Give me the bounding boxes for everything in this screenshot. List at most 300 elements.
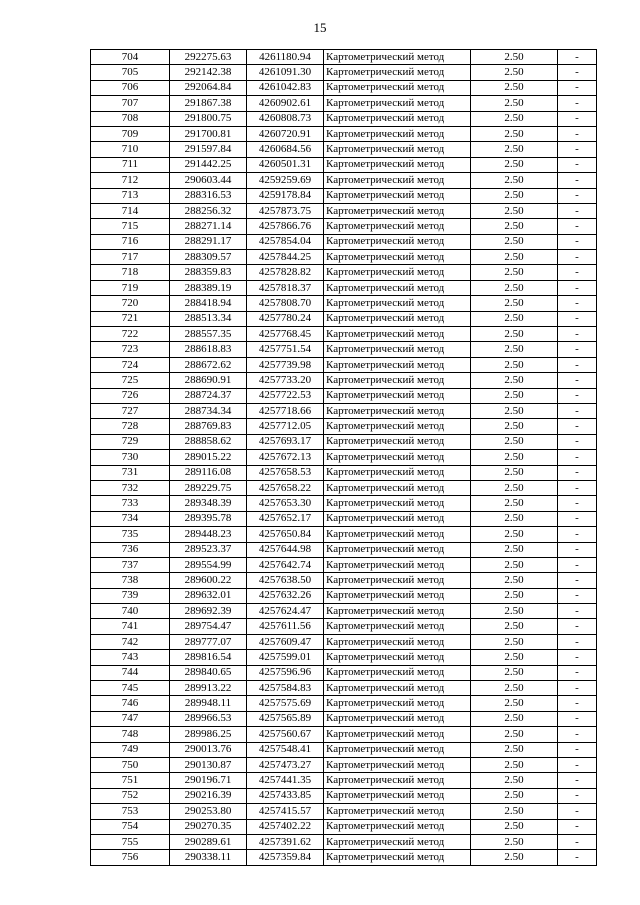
table-row — [91, 434, 597, 449]
note-cell: - — [558, 511, 597, 526]
point-number-cell: 710 — [91, 142, 170, 157]
x-coordinate-cell: 289692.39 — [170, 604, 247, 619]
method-cell: Картометрический метод — [324, 604, 471, 619]
note-cell: - — [558, 342, 597, 357]
accuracy-cell: 2.50 — [471, 850, 558, 865]
y-coordinate-cell: 4257596.96 — [247, 665, 324, 680]
y-coordinate-cell: 4257658.53 — [247, 465, 324, 480]
accuracy-cell: 2.50 — [471, 496, 558, 511]
accuracy-cell: 2.50 — [471, 819, 558, 834]
y-coordinate-cell: 4261091.30 — [247, 65, 324, 80]
point-number-cell: 755 — [91, 834, 170, 849]
method-cell: Картометрический метод — [324, 527, 471, 542]
point-number-cell: 725 — [91, 373, 170, 388]
x-coordinate-cell: 289229.75 — [170, 480, 247, 495]
table-row — [91, 527, 597, 542]
note-cell: - — [558, 757, 597, 772]
note-cell: - — [558, 850, 597, 865]
y-coordinate-cell: 4257402.22 — [247, 819, 324, 834]
y-coordinate-cell: 4257560.67 — [247, 727, 324, 742]
y-coordinate-cell: 4257844.25 — [247, 250, 324, 265]
point-number-cell: 742 — [91, 634, 170, 649]
accuracy-cell: 2.50 — [471, 634, 558, 649]
note-cell: - — [558, 157, 597, 172]
note-cell: - — [558, 111, 597, 126]
x-coordinate-cell: 288672.62 — [170, 357, 247, 372]
point-number-cell: 730 — [91, 450, 170, 465]
point-number-cell: 711 — [91, 157, 170, 172]
note-cell: - — [558, 557, 597, 572]
note-cell: - — [558, 280, 597, 295]
method-cell: Картометрический метод — [324, 665, 471, 680]
point-number-cell: 705 — [91, 65, 170, 80]
table-row — [91, 157, 597, 172]
accuracy-cell: 2.50 — [471, 480, 558, 495]
point-number-cell: 735 — [91, 527, 170, 542]
table-row — [91, 296, 597, 311]
accuracy-cell: 2.50 — [471, 50, 558, 65]
note-cell: - — [558, 665, 597, 680]
table-row — [91, 634, 597, 649]
note-cell: - — [558, 219, 597, 234]
y-coordinate-cell: 4257359.84 — [247, 850, 324, 865]
x-coordinate-cell: 288690.91 — [170, 373, 247, 388]
x-coordinate-cell: 292142.38 — [170, 65, 247, 80]
note-cell: - — [558, 327, 597, 342]
accuracy-cell: 2.50 — [471, 311, 558, 326]
x-coordinate-cell: 289348.39 — [170, 496, 247, 511]
accuracy-cell: 2.50 — [471, 650, 558, 665]
y-coordinate-cell: 4257722.53 — [247, 388, 324, 403]
note-cell: - — [558, 480, 597, 495]
accuracy-cell: 2.50 — [471, 527, 558, 542]
method-cell: Картометрический метод — [324, 173, 471, 188]
accuracy-cell: 2.50 — [471, 465, 558, 480]
accuracy-cell: 2.50 — [471, 280, 558, 295]
y-coordinate-cell: 4257653.30 — [247, 496, 324, 511]
y-coordinate-cell: 4257584.83 — [247, 681, 324, 696]
accuracy-cell: 2.50 — [471, 173, 558, 188]
table-row — [91, 557, 597, 572]
table-row — [91, 265, 597, 280]
table-row — [91, 280, 597, 295]
note-cell: - — [558, 126, 597, 141]
method-cell: Картометрический метод — [324, 311, 471, 326]
table-row — [91, 480, 597, 495]
point-number-cell: 731 — [91, 465, 170, 480]
x-coordinate-cell: 290013.76 — [170, 742, 247, 757]
accuracy-cell: 2.50 — [471, 573, 558, 588]
table-row — [91, 511, 597, 526]
x-coordinate-cell: 289632.01 — [170, 588, 247, 603]
method-cell: Картометрический метод — [324, 373, 471, 388]
note-cell: - — [558, 773, 597, 788]
note-cell: - — [558, 403, 597, 418]
accuracy-cell: 2.50 — [471, 788, 558, 803]
accuracy-cell: 2.50 — [471, 265, 558, 280]
accuracy-cell: 2.50 — [471, 111, 558, 126]
note-cell: - — [558, 834, 597, 849]
y-coordinate-cell: 4260501.31 — [247, 157, 324, 172]
method-cell: Картометрический метод — [324, 465, 471, 480]
table-row — [91, 727, 597, 742]
point-number-cell: 750 — [91, 757, 170, 772]
y-coordinate-cell: 4260720.91 — [247, 126, 324, 141]
point-number-cell: 723 — [91, 342, 170, 357]
method-cell: Картометрический метод — [324, 542, 471, 557]
point-number-cell: 719 — [91, 280, 170, 295]
table-row — [91, 757, 597, 772]
point-number-cell: 743 — [91, 650, 170, 665]
y-coordinate-cell: 4260808.73 — [247, 111, 324, 126]
table-row — [91, 65, 597, 80]
method-cell: Картометрический метод — [324, 788, 471, 803]
point-number-cell: 756 — [91, 850, 170, 865]
point-number-cell: 734 — [91, 511, 170, 526]
method-cell: Картометрический метод — [324, 434, 471, 449]
y-coordinate-cell: 4257818.37 — [247, 280, 324, 295]
table-row — [91, 588, 597, 603]
y-coordinate-cell: 4257391.62 — [247, 834, 324, 849]
accuracy-cell: 2.50 — [471, 234, 558, 249]
point-number-cell: 714 — [91, 203, 170, 218]
y-coordinate-cell: 4257548.41 — [247, 742, 324, 757]
x-coordinate-cell: 290130.87 — [170, 757, 247, 772]
method-cell: Картометрический метод — [324, 588, 471, 603]
y-coordinate-cell: 4257718.66 — [247, 403, 324, 418]
accuracy-cell: 2.50 — [471, 727, 558, 742]
point-number-cell: 752 — [91, 788, 170, 803]
note-cell: - — [558, 142, 597, 157]
table-row — [91, 342, 597, 357]
accuracy-cell: 2.50 — [471, 757, 558, 772]
table-row — [91, 219, 597, 234]
point-number-cell: 733 — [91, 496, 170, 511]
note-cell: - — [558, 727, 597, 742]
x-coordinate-cell: 291442.25 — [170, 157, 247, 172]
accuracy-cell: 2.50 — [471, 342, 558, 357]
method-cell: Картометрический метод — [324, 203, 471, 218]
point-number-cell: 754 — [91, 819, 170, 834]
accuracy-cell: 2.50 — [471, 373, 558, 388]
note-cell: - — [558, 80, 597, 95]
method-cell: Картометрический метод — [324, 80, 471, 95]
x-coordinate-cell: 288858.62 — [170, 434, 247, 449]
point-number-cell: 706 — [91, 80, 170, 95]
coordinates-table — [90, 49, 597, 866]
table-row — [91, 188, 597, 203]
method-cell: Картометрический метод — [324, 219, 471, 234]
x-coordinate-cell: 289966.53 — [170, 711, 247, 726]
x-coordinate-cell: 288734.34 — [170, 403, 247, 418]
point-number-cell: 715 — [91, 219, 170, 234]
note-cell: - — [558, 173, 597, 188]
point-number-cell: 718 — [91, 265, 170, 280]
x-coordinate-cell: 290216.39 — [170, 788, 247, 803]
x-coordinate-cell: 288724.37 — [170, 388, 247, 403]
table-row — [91, 250, 597, 265]
table-row — [91, 496, 597, 511]
table-row — [91, 465, 597, 480]
method-cell: Картометрический метод — [324, 188, 471, 203]
y-coordinate-cell: 4257693.17 — [247, 434, 324, 449]
accuracy-cell: 2.50 — [471, 157, 558, 172]
note-cell: - — [558, 650, 597, 665]
accuracy-cell: 2.50 — [471, 327, 558, 342]
x-coordinate-cell: 291597.84 — [170, 142, 247, 157]
point-number-cell: 717 — [91, 250, 170, 265]
y-coordinate-cell: 4257415.57 — [247, 804, 324, 819]
table-row — [91, 850, 597, 865]
x-coordinate-cell: 289523.37 — [170, 542, 247, 557]
table-row — [91, 573, 597, 588]
point-number-cell: 751 — [91, 773, 170, 788]
y-coordinate-cell: 4257866.76 — [247, 219, 324, 234]
y-coordinate-cell: 4259259.69 — [247, 173, 324, 188]
y-coordinate-cell: 4257854.04 — [247, 234, 324, 249]
accuracy-cell: 2.50 — [471, 834, 558, 849]
point-number-cell: 753 — [91, 804, 170, 819]
point-number-cell: 740 — [91, 604, 170, 619]
point-number-cell: 745 — [91, 681, 170, 696]
table-row — [91, 804, 597, 819]
y-coordinate-cell: 4257751.54 — [247, 342, 324, 357]
x-coordinate-cell: 288309.57 — [170, 250, 247, 265]
y-coordinate-cell: 4257672.13 — [247, 450, 324, 465]
method-cell: Картометрический метод — [324, 496, 471, 511]
table-row — [91, 80, 597, 95]
x-coordinate-cell: 289600.22 — [170, 573, 247, 588]
point-number-cell: 722 — [91, 327, 170, 342]
x-coordinate-cell: 291800.75 — [170, 111, 247, 126]
table-row — [91, 96, 597, 111]
note-cell: - — [558, 634, 597, 649]
x-coordinate-cell: 289554.99 — [170, 557, 247, 572]
accuracy-cell: 2.50 — [471, 681, 558, 696]
accuracy-cell: 2.50 — [471, 126, 558, 141]
table-row — [91, 819, 597, 834]
method-cell: Картометрический метод — [324, 65, 471, 80]
x-coordinate-cell: 289116.08 — [170, 465, 247, 480]
coordinates-table-body — [91, 50, 597, 866]
point-number-cell: 713 — [91, 188, 170, 203]
method-cell: Картометрический метод — [324, 388, 471, 403]
x-coordinate-cell: 289754.47 — [170, 619, 247, 634]
table-row — [91, 419, 597, 434]
note-cell: - — [558, 788, 597, 803]
method-cell: Картометрический метод — [324, 450, 471, 465]
table-row — [91, 111, 597, 126]
note-cell: - — [558, 388, 597, 403]
table-row — [91, 681, 597, 696]
point-number-cell: 747 — [91, 711, 170, 726]
x-coordinate-cell: 289395.78 — [170, 511, 247, 526]
y-coordinate-cell: 4257624.47 — [247, 604, 324, 619]
method-cell: Картометрический метод — [324, 342, 471, 357]
note-cell: - — [558, 311, 597, 326]
accuracy-cell: 2.50 — [471, 203, 558, 218]
note-cell: - — [558, 496, 597, 511]
y-coordinate-cell: 4257780.24 — [247, 311, 324, 326]
y-coordinate-cell: 4257638.50 — [247, 573, 324, 588]
x-coordinate-cell: 288769.83 — [170, 419, 247, 434]
note-cell: - — [558, 681, 597, 696]
x-coordinate-cell: 289015.22 — [170, 450, 247, 465]
note-cell: - — [558, 542, 597, 557]
method-cell: Картометрический метод — [324, 419, 471, 434]
point-number-cell: 749 — [91, 742, 170, 757]
y-coordinate-cell: 4257632.26 — [247, 588, 324, 603]
x-coordinate-cell: 290603.44 — [170, 173, 247, 188]
method-cell: Картометрический метод — [324, 111, 471, 126]
point-number-cell: 724 — [91, 357, 170, 372]
x-coordinate-cell: 288513.34 — [170, 311, 247, 326]
table-row — [91, 650, 597, 665]
y-coordinate-cell: 4257768.45 — [247, 327, 324, 342]
note-cell: - — [558, 450, 597, 465]
accuracy-cell: 2.50 — [471, 804, 558, 819]
note-cell: - — [558, 188, 597, 203]
accuracy-cell: 2.50 — [471, 80, 558, 95]
accuracy-cell: 2.50 — [471, 665, 558, 680]
x-coordinate-cell: 289913.22 — [170, 681, 247, 696]
point-number-cell: 739 — [91, 588, 170, 603]
method-cell: Картометрический метод — [324, 804, 471, 819]
accuracy-cell: 2.50 — [471, 388, 558, 403]
method-cell: Картометрический метод — [324, 327, 471, 342]
x-coordinate-cell: 288291.17 — [170, 234, 247, 249]
method-cell: Картометрический метод — [324, 480, 471, 495]
point-number-cell: 720 — [91, 296, 170, 311]
method-cell: Картометрический метод — [324, 142, 471, 157]
point-number-cell: 727 — [91, 403, 170, 418]
x-coordinate-cell: 288557.35 — [170, 327, 247, 342]
note-cell: - — [558, 711, 597, 726]
note-cell: - — [558, 250, 597, 265]
note-cell: - — [558, 419, 597, 434]
table-row — [91, 450, 597, 465]
method-cell: Картометрический метод — [324, 634, 471, 649]
y-coordinate-cell: 4257565.89 — [247, 711, 324, 726]
x-coordinate-cell: 288256.32 — [170, 203, 247, 218]
x-coordinate-cell: 289448.23 — [170, 527, 247, 542]
note-cell: - — [558, 696, 597, 711]
method-cell: Картометрический метод — [324, 850, 471, 865]
y-coordinate-cell: 4257733.20 — [247, 373, 324, 388]
note-cell: - — [558, 604, 597, 619]
x-coordinate-cell: 289986.25 — [170, 727, 247, 742]
point-number-cell: 748 — [91, 727, 170, 742]
method-cell: Картометрический метод — [324, 773, 471, 788]
x-coordinate-cell: 289816.54 — [170, 650, 247, 665]
y-coordinate-cell: 4257609.47 — [247, 634, 324, 649]
note-cell: - — [558, 527, 597, 542]
y-coordinate-cell: 4257650.84 — [247, 527, 324, 542]
table-row — [91, 711, 597, 726]
note-cell: - — [558, 465, 597, 480]
table-row — [91, 403, 597, 418]
point-number-cell: 708 — [91, 111, 170, 126]
accuracy-cell: 2.50 — [471, 742, 558, 757]
table-row — [91, 234, 597, 249]
table-row — [91, 142, 597, 157]
method-cell: Картометрический метод — [324, 50, 471, 65]
note-cell: - — [558, 588, 597, 603]
table-row — [91, 311, 597, 326]
method-cell: Картометрический метод — [324, 96, 471, 111]
x-coordinate-cell: 288271.14 — [170, 219, 247, 234]
x-coordinate-cell: 288359.83 — [170, 265, 247, 280]
y-coordinate-cell: 4257642.74 — [247, 557, 324, 572]
point-number-cell: 716 — [91, 234, 170, 249]
x-coordinate-cell: 290289.61 — [170, 834, 247, 849]
method-cell: Картометрический метод — [324, 126, 471, 141]
table-row — [91, 327, 597, 342]
x-coordinate-cell: 289840.65 — [170, 665, 247, 680]
table-row — [91, 788, 597, 803]
y-coordinate-cell: 4257611.56 — [247, 619, 324, 634]
point-number-cell: 732 — [91, 480, 170, 495]
table-row — [91, 542, 597, 557]
accuracy-cell: 2.50 — [471, 96, 558, 111]
accuracy-cell: 2.50 — [471, 696, 558, 711]
accuracy-cell: 2.50 — [471, 434, 558, 449]
y-coordinate-cell: 4257658.22 — [247, 480, 324, 495]
page-number: 15 — [313, 20, 327, 35]
accuracy-cell: 2.50 — [471, 511, 558, 526]
note-cell: - — [558, 234, 597, 249]
method-cell: Картометрический метод — [324, 157, 471, 172]
x-coordinate-cell: 292275.63 — [170, 50, 247, 65]
y-coordinate-cell: 4257441.35 — [247, 773, 324, 788]
point-number-cell: 707 — [91, 96, 170, 111]
table-row — [91, 604, 597, 619]
point-number-cell: 736 — [91, 542, 170, 557]
accuracy-cell: 2.50 — [471, 604, 558, 619]
method-cell: Картометрический метод — [324, 650, 471, 665]
point-number-cell: 737 — [91, 557, 170, 572]
x-coordinate-cell: 288389.19 — [170, 280, 247, 295]
y-coordinate-cell: 4261180.94 — [247, 50, 324, 65]
note-cell: - — [558, 96, 597, 111]
y-coordinate-cell: 4257808.70 — [247, 296, 324, 311]
x-coordinate-cell: 288618.83 — [170, 342, 247, 357]
method-cell: Картометрический метод — [324, 619, 471, 634]
y-coordinate-cell: 4257828.82 — [247, 265, 324, 280]
method-cell: Картометрический метод — [324, 265, 471, 280]
y-coordinate-cell: 4257873.75 — [247, 203, 324, 218]
accuracy-cell: 2.50 — [471, 588, 558, 603]
y-coordinate-cell: 4257652.17 — [247, 511, 324, 526]
method-cell: Картометрический метод — [324, 280, 471, 295]
method-cell: Картометрический метод — [324, 357, 471, 372]
table-row — [91, 50, 597, 65]
x-coordinate-cell: 292064.84 — [170, 80, 247, 95]
method-cell: Картометрический метод — [324, 250, 471, 265]
y-coordinate-cell: 4260902.61 — [247, 96, 324, 111]
point-number-cell: 726 — [91, 388, 170, 403]
accuracy-cell: 2.50 — [471, 773, 558, 788]
note-cell: - — [558, 265, 597, 280]
table-row — [91, 388, 597, 403]
table-row — [91, 126, 597, 141]
accuracy-cell: 2.50 — [471, 619, 558, 634]
y-coordinate-cell: 4257644.98 — [247, 542, 324, 557]
note-cell: - — [558, 742, 597, 757]
point-number-cell: 721 — [91, 311, 170, 326]
note-cell: - — [558, 357, 597, 372]
method-cell: Картометрический метод — [324, 834, 471, 849]
